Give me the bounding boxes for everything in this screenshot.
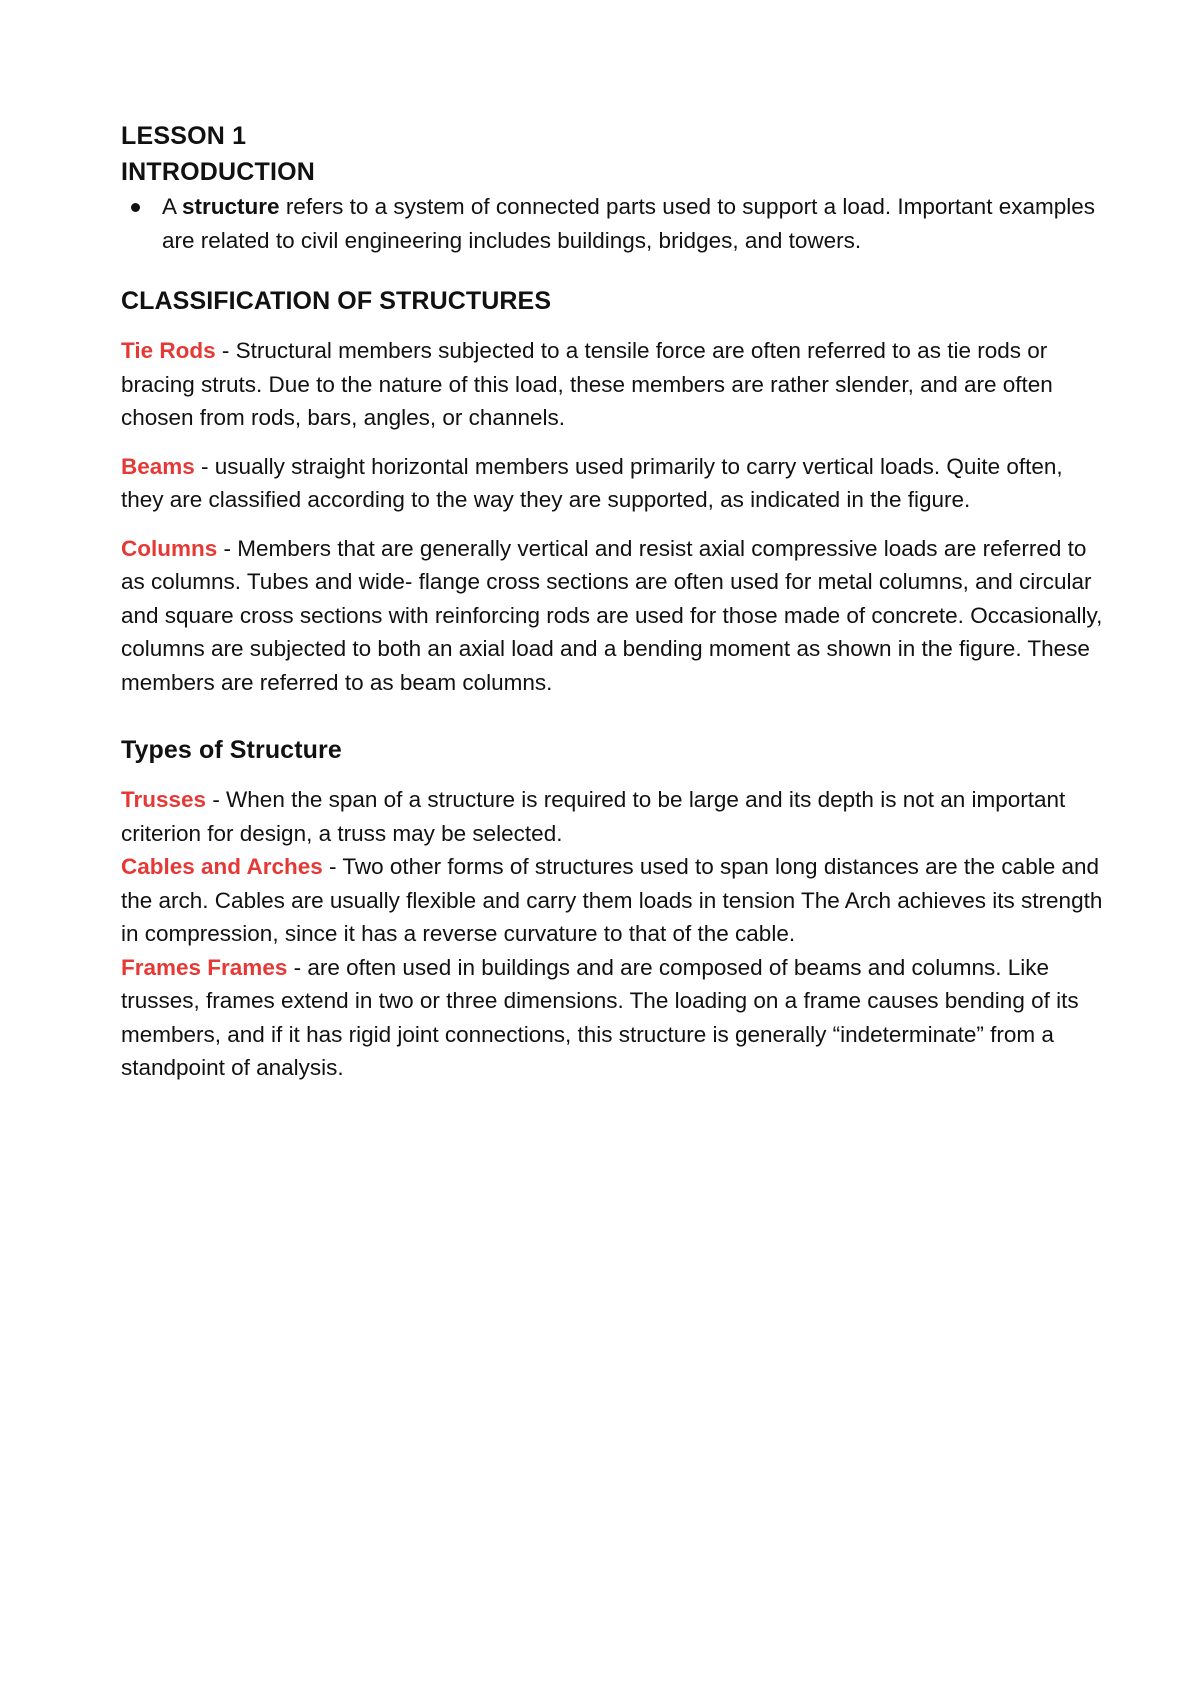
types-paragraph-frames	[121, 951, 1106, 1085]
classification-heading: CLASSIFICATION OF STRUCTURES	[121, 287, 552, 315]
types-paragraph-trusses	[121, 783, 1106, 850]
intro-bullet-bold-word: structure	[182, 194, 280, 219]
classification-paragraph-beams	[121, 450, 1106, 517]
term-columns: Columns	[121, 535, 218, 561]
definition-trusses: - When the span of a structure is required to be large and its depth is not an important criterion for design, a truss may be selected.	[121, 787, 1066, 846]
lesson-title: LESSON 1	[121, 122, 247, 150]
definition-tie-rods: - Structural members subjected to a tensile force are often referred to as tie rods or bracing struts. Due to the nature of this load, these members are rather slender, and are often chosen from rods, bars, angles, or channels.	[121, 338, 1053, 430]
intro-bullet-item	[121, 190, 1106, 257]
definition-columns: - Members that are generally vertical and resist axial compressive loads are referred to as columns. Tubes and wide- flange cross sections are often used for metal columns, and circular and square cross sections with reinforcing rods are used for those made of concrete. Occasionally, columns are subjected to both an axial load and a bending moment as shown in the figure. These members are referred to as beam columns.	[121, 535, 1103, 695]
types-heading: Types of Structure	[121, 736, 342, 764]
types-paragraph-cables-and-arches	[121, 850, 1106, 951]
introduction-heading: INTRODUCTION	[121, 158, 316, 186]
intro-bullet-text: refers to a system of connected parts used to support a load. Important examples are related to civil engineering includes buildings, bridges, and towers.	[162, 194, 1095, 253]
bullet-dot-icon	[131, 203, 140, 212]
definition-frames: - are often used in buildings and are composed of beams and columns. Like trusses, frames extend in two or three dimensions. The loading on a frame causes bending of its members, and if it has rigid joint connections, this structure is generally “indeterminate” from a standpoint of analysis.	[121, 954, 1079, 1080]
definition-beams: - usually straight horizontal members used primarily to carry vertical loads. Quite often, they are classified according to the way they are supported, as indicated in the figure.	[121, 453, 1063, 512]
term-cables-and-arches: Cables and Arches	[121, 854, 323, 879]
document-page	[121, 118, 1106, 1085]
intro-bullet-prefix: A	[162, 194, 183, 219]
term-frames: Frames Frames	[121, 954, 288, 980]
term-tie-rods: Tie Rods	[121, 338, 216, 363]
intro-bullet-list	[121, 190, 1106, 257]
classification-paragraph-columns	[121, 532, 1106, 700]
term-beams: Beams	[121, 453, 195, 479]
definition-cables-and-arches: - Two other forms of structures used to span long distances are the cable and the arch. Cables are usually flexible and carry them loads in tension The Arch achieves its strength in compression, since it has a reverse curvature to that of the cable.	[121, 854, 1103, 946]
term-trusses: Trusses	[121, 787, 207, 812]
classification-paragraph-tie-rods	[121, 334, 1106, 435]
